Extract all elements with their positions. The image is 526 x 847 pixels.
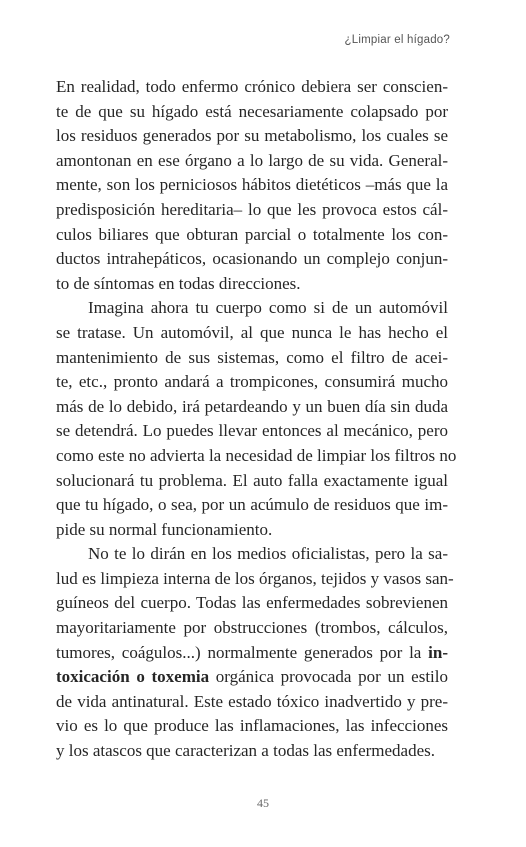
text-line: En realidad, todo enfermo crónico debiera ser conscien- [56, 77, 448, 96]
text-line: No te lo dirán en los medios oficialistas, pero la sa- [88, 544, 448, 564]
paragraph-2 [56, 296, 457, 542]
text-line: los residuos generados por su metabolismo, los cuales se [56, 126, 448, 146]
text-line: mantenimiento de sus sistemas, como el filtro de acei- [56, 347, 448, 367]
text-line: guíneos del cuerpo. Todas las enfermedades sobrevienen [56, 593, 448, 613]
text-line: lud es limpieza interna de los órganos, tejidos y vasos san- [56, 568, 454, 588]
text-line: como este no advierta la necesidad de limpiar los filtros no [56, 445, 457, 465]
text-run: orgánica provocada por un estilo [209, 667, 448, 687]
text-line [56, 641, 448, 666]
running-header: ¿Limpiar el hígado? [344, 34, 450, 46]
text-line: te de que su hígado está necesariamente colapsado por [56, 101, 448, 121]
body-text [56, 75, 457, 764]
text-line: ductos intrahepáticos, ocasionando un complejo conjun- [56, 249, 448, 269]
text-line: Imagina ahora tu cuerpo como si de un automóvil [88, 298, 448, 318]
text-line: vio es lo que produce las inflamaciones, las infecciones [56, 716, 448, 736]
text-line: de vida antinatural. Este estado tóxico inadvertido y pre- [56, 691, 448, 711]
text-line: y los atascos que caracterizan a todas las enfermedades. [56, 741, 436, 761]
bold-term: toxicación o toxemia [56, 667, 210, 687]
text-line: culos biliares que obturan parcial o totalmente los con- [56, 224, 448, 244]
text-run: tumores, coágulos...) normalmente generados por la [56, 642, 429, 662]
text-line: que tu hígado, o sea, por un acúmulo de residuos que im- [56, 495, 448, 515]
text-line: amontonan en ese órgano a lo largo de su vida. General- [56, 150, 448, 170]
text-line: más de lo debido, irá petardeando y un buen día sin duda [56, 396, 448, 416]
text-line: mayoritariamente por obstrucciones (trombos, cálculos, [56, 618, 448, 638]
text-line: te, etc., pronto andará a trompicones, consumirá mucho [56, 372, 448, 392]
text-line: se detendrá. Lo puedes llevar entonces al mecánico, pero [56, 421, 448, 441]
text-line [56, 665, 448, 690]
text-line: mente, son los perniciosos hábitos dietéticos –más que la [56, 175, 448, 195]
text-line: pide su normal funcionamiento. [56, 519, 273, 539]
bold-term: in- [428, 642, 448, 662]
text-line: to de síntomas en todas direcciones. [56, 273, 301, 293]
text-line: se tratase. Un automóvil, al que nunca le has hecho el [56, 322, 448, 342]
paragraph-3 [56, 542, 454, 763]
paragraph-1 [56, 75, 448, 296]
page-number: 45 [257, 796, 269, 810]
text-line: solucionará tu problema. El auto falla exactamente igual [56, 470, 448, 490]
text-line: predisposición hereditaria– lo que les provoca estos cál- [56, 199, 448, 219]
